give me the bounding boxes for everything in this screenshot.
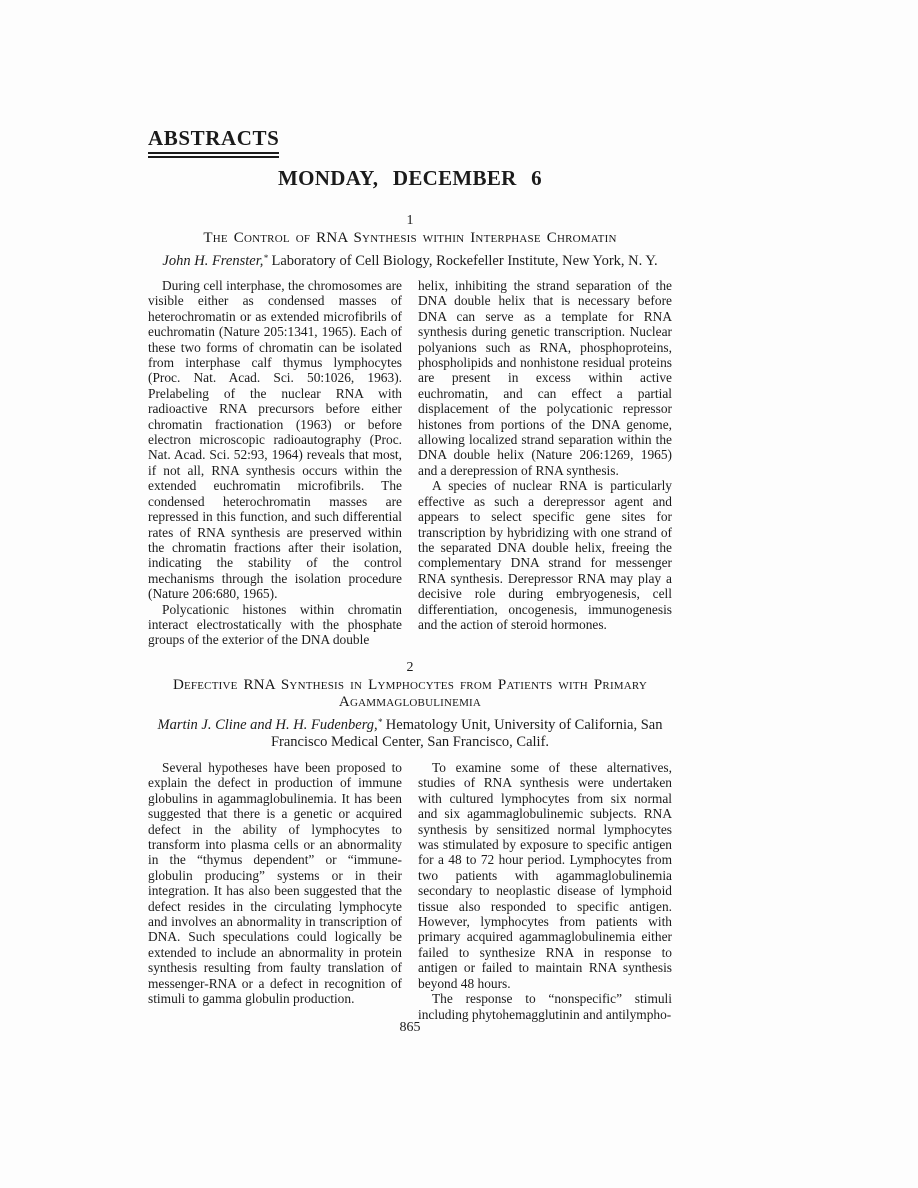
abstract-1-body [148, 278, 672, 648]
abstract-2 [148, 660, 672, 1022]
abstract-2-number: 2 [406, 660, 414, 675]
abstract-2-byline [150, 717, 671, 751]
page-number: 865 [399, 1020, 421, 1035]
abstract-1-author-footnote-mark: * [263, 253, 268, 263]
paragraph: helix, inhibiting the strand separation of the DNA double helix that is necessary before DNA can serve as a template for RNA synthesis during genetic transcription. Nuclear polyanions such as RNA, phosphoproteins, phospholipids and nonhistone residual proteins are present in excess within active euchromatin, and can effect a partial displacement of the polycationic repressor histones from portions of the DNA genome, allowing localized strand separation within the DNA double helix (Nature 206:1269, 1965) and a derepression of RNA synthesis. [418, 278, 672, 478]
paragraph: Several hypotheses have been proposed to explain the defect in production of immune globulins in agammaglobulinemia. It has been suggested that there is a genetic or acquired defect in the ability of lymphocytes to transform into plasma cells or an abnormality in the “thymus dependent” or “immune-globulin producing” systems or in their integration. It has also been suggested that the defect resides in the circulating lymphocyte and involves an abnormality in transcription of DNA. Such speculations could logically be extended to include an abnormality in protein synthesis resulting from faulty translation of messenger-RNA or a defect in recognition of stimuli to gamma globulin production. [148, 760, 402, 1007]
paragraph: The response to “nonspecific” stimuli including phytohemagglutinin and antilympho- [418, 991, 672, 1022]
abstract-2-title: Defective RNA Synthesis in Lymphocytes from Patients with Primary Agammaglobulinemia [172, 677, 648, 710]
abstract-1-title: The Control of RNA Synthesis within Interphase Chromatin [203, 230, 617, 246]
abstract-1-column-left [148, 278, 402, 648]
abstracts-heading-rule [148, 127, 279, 158]
paragraph: Polycationic histones within chromatin interact electrostatically with the phosphate groups of the exterior of the DNA double [148, 601, 402, 648]
abstract-1 [148, 213, 672, 648]
abstract-1-column-right [418, 278, 672, 648]
abstract-1-author-names: John H. Frenster, [162, 253, 264, 269]
abstract-1-byline [148, 253, 672, 270]
abstract-2-body [148, 760, 672, 1022]
abstract-1-affiliation: Laboratory of Cell Biology, Rockefeller Institute, New York, N. Y. [271, 253, 658, 269]
abstract-2-column-left [148, 760, 402, 1022]
abstract-2-author-footnote-mark: * [377, 717, 383, 727]
paragraph: During cell interphase, the chromosomes are visible either as condensed masses of heterochromatin or as extended microfibrils of euchromatin (Nature 205:1341, 1965). Each of these two forms of chromatin can be isolated from interphase calf thymus lymphocytes (Proc. Nat. Acad. Sci. 50:1026, 1963). Prelabeling of the nuclear RNA with radioactive RNA precursors before either chromatin fractionation (1963) or before electron microscopic radioautography (Proc. Nat. Acad. Sci. 52:93, 1964) reveals that most, if not all, RNA synthesis occurs within the extended euchromatin microfibrils. The condensed heterochromatin masses are repressed in this function, and such differential rates of RNA synthesis are preserved within the chromatin fractions after their isolation, indicating the stability of the control mechanisms through the isolation procedure (Nature 206:680, 1965). [148, 278, 402, 602]
session-title: MONDAY, DECEMBER 6 [278, 166, 542, 190]
abstract-1-number: 1 [406, 213, 414, 228]
abstract-2-affiliation: Hematology Unit, University of California, San Francisco Medical Center, San Francisco, Calif. [270, 717, 663, 750]
paragraph: A species of nuclear RNA is particularly effective as such a derepressor agent and appears to select specific gene sites for transcription by hybridizing with one strand of the separated DNA double helix, freeing the complementary DNA strand for messenger RNA synthesis. Derepressor RNA may play a decisive role during embryogenesis, cell differentiation, oncogenesis, immunogenesis and the action of steroid hormones. [418, 478, 672, 632]
abstract-2-column-right [418, 760, 672, 1022]
abstracts-heading: ABSTRACTS [148, 127, 279, 154]
abstract-2-author-names: Martin J. Cline and H. H. Fudenberg, [157, 717, 378, 733]
paragraph: To examine some of these alternatives, studies of RNA synthesis were undertaken with cultured lymphocytes from six normal and six agammaglobulinemic subjects. RNA synthesis by sensitized normal lymphocytes was stimulated by exposure to specific antigen for a 48 to 72 hour period. Lymphocytes from two patients with agammaglobulinemia secondary to neoplastic disease of lymphoid tissue also responded to specific antigen. However, lymphocytes from patients with primary acquired agammaglobulinemia either failed to synthesize RNA in response to antigen or failed to maintain RNA synthesis beyond 48 hours. [418, 760, 672, 991]
